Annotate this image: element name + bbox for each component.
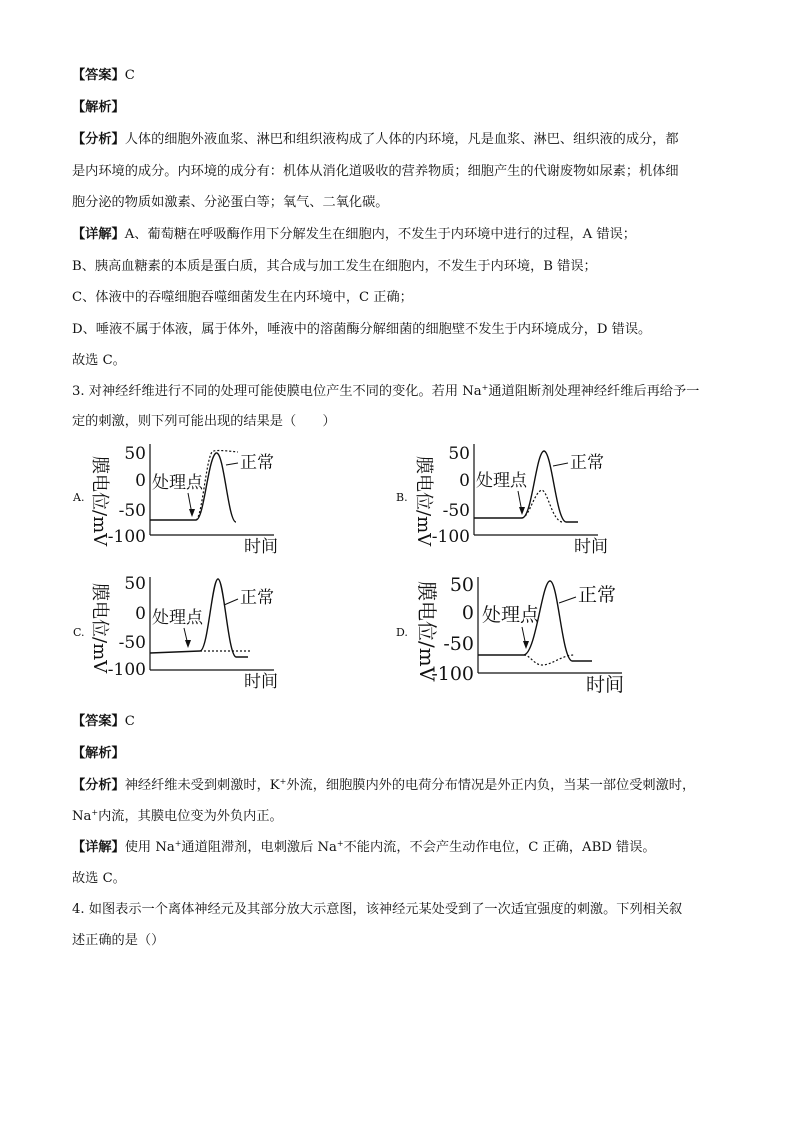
treatment-point-label: 处理点 <box>482 604 540 626</box>
tick-label: -50 <box>118 633 146 653</box>
x-axis-label: 时间 <box>244 672 278 692</box>
option-b-label: B. <box>396 491 408 504</box>
stem-text-cont: 通道阻断剂处理神经纤维后再给予一 <box>488 384 700 399</box>
q2-fenxi-line2: 是内环境的成分。内环境的成分有：机体从消化道吸收的营养物质；细胞产生的代谢废物如尿素；机体细 <box>72 164 679 179</box>
graph-option-d <box>412 573 632 697</box>
normal-label: 正常 <box>570 453 604 473</box>
xiangjie-text: A、葡萄糖在呼吸酶作用下分解发生在细胞内，不发生于内环境中进行的过程，A 错误； <box>124 227 636 242</box>
option-d-label: D. <box>396 626 408 639</box>
leader-line <box>224 599 238 605</box>
q3-fenxi-line2 <box>72 807 283 827</box>
tick-label: 0 <box>461 602 474 624</box>
y-axis-label: 膜电位/mV <box>415 581 439 682</box>
leader-line <box>559 597 576 603</box>
tick-label: -100 <box>107 527 146 547</box>
q2-xiangjie-c: C、体液中的吞噬细胞吞噬细菌发生在内环境中，C 正确； <box>72 290 413 305</box>
y-axis-label: 膜电位/mV <box>89 583 110 674</box>
xiangjie-text-end: 不能内流，不会产生动作电位，C 正确，ABD 错误。 <box>343 840 656 855</box>
answer-value: C <box>124 68 135 83</box>
q2-xiangjie-a <box>72 225 636 245</box>
normal-label: 正常 <box>240 588 274 608</box>
fenxi-text: 人体的细胞外液血浆、淋巴和组织液构成了人体的内环境，凡是血浆、淋巴、组织液的成分，都 <box>124 132 679 147</box>
q2-answer-line <box>72 66 135 86</box>
xiangjie-label: 【详解】 <box>72 840 125 855</box>
xiangjie-label: 【详解】 <box>72 227 125 242</box>
x-axis-label: 时间 <box>586 674 625 696</box>
x-axis-label: 时间 <box>574 537 608 557</box>
q2-fenxi-line3: 胞分泌的物质如激素、分泌蛋白等；氧气、二氧化碳。 <box>72 195 389 210</box>
q3-analysis-title: 【解析】 <box>72 746 125 761</box>
q3-stem-line2: 定的刺激，则下列可能出现的结果是（ ） <box>72 414 336 429</box>
treatment-point-label: 处理点 <box>152 473 203 493</box>
q3-conclusion: 故选 C。 <box>72 871 126 886</box>
normal-label: 正常 <box>240 453 274 473</box>
xiangjie-text-cont: 通道阻滞剂，电刺激后 Na <box>181 840 337 855</box>
y-axis-label: 膜电位/mV <box>89 456 110 547</box>
superscript-plus: + <box>481 383 489 392</box>
answer-value: C <box>124 714 135 729</box>
q2-conclusion: 故选 C。 <box>72 353 126 368</box>
tick-label: -50 <box>442 501 470 521</box>
tick-label: 0 <box>135 471 146 491</box>
tick-label: 50 <box>448 444 470 464</box>
graph-option-a <box>88 438 288 558</box>
tick-label: 0 <box>135 604 146 624</box>
treatment-point-label: 处理点 <box>152 608 203 628</box>
tick-label: 0 <box>459 471 470 491</box>
q2-xiangjie-b: B、胰高血糖素的本质是蛋白质，其合成与加工发生在细胞内，不发生于内环境，B 错误； <box>72 259 597 274</box>
leader-line <box>553 463 568 466</box>
superscript-plus: + <box>174 839 182 848</box>
arrow-head-icon <box>189 509 195 517</box>
tick-label: -100 <box>107 660 146 680</box>
tick-label: 50 <box>124 444 146 464</box>
normal-label: 正常 <box>578 584 617 606</box>
x-axis-label: 时间 <box>244 537 278 557</box>
q4-stem-line2: 述正确的是（） <box>72 933 165 948</box>
tick-label: 50 <box>449 574 474 596</box>
treatment-point-label: 处理点 <box>476 471 527 491</box>
fenxi-text-cont: 外流，细胞膜内外的电荷分布情况是外正内负，当某一部位受刺激时， <box>286 778 696 793</box>
q2-fenxi-line1 <box>72 130 679 150</box>
option-c-label: C. <box>73 626 85 639</box>
arrow-head-icon <box>519 507 525 515</box>
q4-stem-line1: 4. 如图表示一个离体神经元及其部分放大示意图，该神经元某处受到了一次适宜强度的刺激。下列相关叙 <box>72 902 683 917</box>
graph-option-b <box>412 438 612 558</box>
arrow-head-icon <box>185 640 191 648</box>
fenxi-text: 神经纤维未受到刺激时，K <box>124 778 280 793</box>
tick-label: -50 <box>443 633 474 655</box>
y-axis-label: 膜电位/mV <box>413 456 434 547</box>
q2-analysis-title: 【解析】 <box>72 100 125 115</box>
superscript-plus: + <box>279 777 287 786</box>
answer-label: 【答案】 <box>72 714 125 729</box>
arrow-head-icon <box>523 641 529 649</box>
superscript-plus: + <box>91 808 99 817</box>
q3-xiangjie-line <box>72 838 656 858</box>
tick-label: 50 <box>124 574 146 594</box>
xiangjie-text: 使用 Na <box>124 840 175 855</box>
q2-xiangjie-d: D、唾液不属于体液，属于体外，唾液中的溶菌酶分解细菌的细胞壁不发生于内环境成分，D 错误。 <box>72 322 652 337</box>
graph-option-c <box>88 573 288 693</box>
answer-label: 【答案】 <box>72 68 125 83</box>
stem-text: 3. 对神经纤维进行不同的处理可能使膜电位产生不同的变化。若用 Na <box>72 384 482 399</box>
option-a-label: A. <box>73 491 85 504</box>
treated-curve <box>524 655 574 665</box>
q3-fenxi-line1 <box>72 776 695 796</box>
tick-label: -50 <box>118 501 146 521</box>
q3-stem-line1 <box>72 382 699 402</box>
fenxi-label: 【分析】 <box>72 132 125 147</box>
fenxi-text: Na <box>72 809 92 824</box>
leader-line <box>226 463 238 465</box>
q3-answer-line <box>72 712 135 732</box>
tick-label: -100 <box>431 663 474 685</box>
superscript-plus: + <box>336 839 344 848</box>
tick-label: -100 <box>431 527 470 547</box>
fenxi-text-cont: 内流，其膜电位变为外负内正。 <box>98 809 283 824</box>
fenxi-label: 【分析】 <box>72 778 125 793</box>
